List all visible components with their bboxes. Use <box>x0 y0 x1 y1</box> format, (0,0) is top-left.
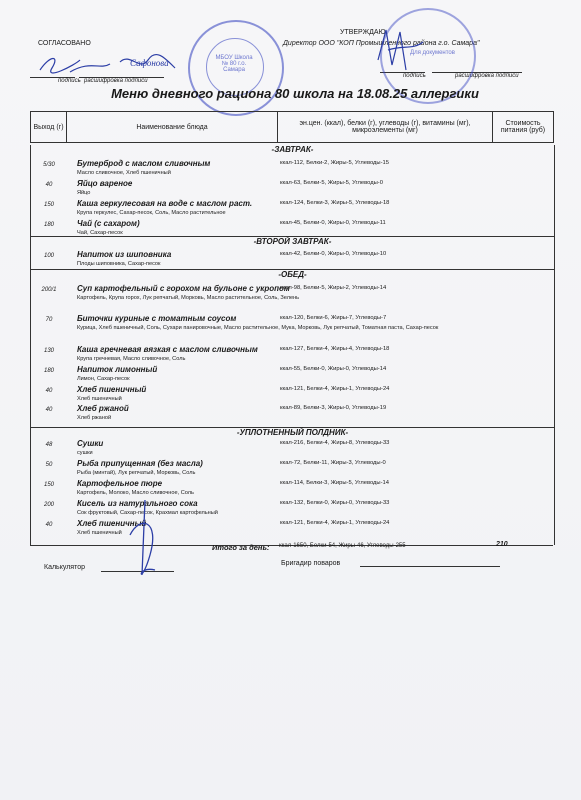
row-nutrition: ккал-132, Белки-0, Жиры-0, Углеводы-33 <box>280 500 390 506</box>
row-composition: Картофель, Молоко, Масло сливочное, Соль <box>77 490 194 496</box>
row-nutrition: ккал-121, Белки-4, Жиры-1, Углеводы-24 <box>280 386 390 392</box>
row-nutrition: ккал-112, Белки-2, Жиры-5, Углеводы-15 <box>280 160 389 166</box>
row-dish-name: Рыба припущенная (без масла) <box>77 459 203 468</box>
row-yield: 100 <box>43 253 54 259</box>
cook-label: Бригадир поваров <box>281 560 341 567</box>
row-yield: 150 <box>43 482 54 488</box>
row-dish-name: Бутерброд с маслом сливочным <box>77 159 211 168</box>
section-title: -ОБЕД- <box>278 270 307 279</box>
total-nutrition: ккал-1650, Белки-54, Жиры-46, Углеводы-255 <box>279 543 406 549</box>
row-dish-name: Каша гречневая вязкая с маслом сливочным <box>77 345 258 354</box>
row-dish-name: Яйцо вареное <box>77 179 133 188</box>
row-composition: Чай, Сахар-песок <box>77 230 123 236</box>
row-yield: 40 <box>45 388 53 394</box>
row-dish-name: Напиток из шиповника <box>77 250 172 259</box>
row-nutrition: ккал-63, Белки-5, Жиры-5, Углеводы-0 <box>280 180 383 186</box>
row-yield: 50 <box>45 462 53 468</box>
left-signatures <box>30 50 180 80</box>
row-dish-name: Напиток лимонный <box>77 365 158 374</box>
menu-rows <box>30 145 555 545</box>
row-dish-name: Чай (с сахаром) <box>77 219 140 228</box>
row-composition: Яйцо <box>77 190 91 196</box>
row-composition: сушки <box>77 450 93 456</box>
stamp-text: МБОУ Школа № 80 г.о. Самара <box>215 55 253 73</box>
row-dish-name: Кисель из натурального сока <box>77 499 198 508</box>
row-dish-name: Биточки куриные с томатным соусом <box>77 314 237 323</box>
row-dish-name: Суп картофельный с горохом на бульоне с укропом <box>77 284 290 293</box>
row-nutrition: ккал-216, Белки-4, Жиры-8, Углеводы-33 <box>280 440 390 446</box>
row-nutrition: ккал-55, Белки-0, Жиры-0, Углеводы-14 <box>280 366 387 372</box>
row-dish-name: Хлеб пшеничный <box>77 385 147 394</box>
col-name: Наименование блюда <box>67 112 278 143</box>
row-nutrition: ккал-42, Белки-0, Жиры-0, Углеводы-10 <box>280 251 387 257</box>
row-yield: 70 <box>45 317 53 323</box>
col-nutrition: эн.цен. (ккал), белки (г), углеводы (г), витамины (мг), микроэлементы (мг) <box>278 112 493 143</box>
director-stamp-text: Для документов <box>410 50 455 56</box>
row-yield: 40 <box>45 407 53 413</box>
calculator-signature <box>120 495 170 580</box>
row-yield: 5/30 <box>43 162 55 168</box>
row-dish-name: Хлеб ржаной <box>77 404 129 413</box>
row-yield: 48 <box>45 442 53 448</box>
calculator-label: Калькулятор <box>44 564 85 571</box>
row-composition: Хлеб пшеничный <box>77 530 122 536</box>
row-yield: 130 <box>43 348 54 354</box>
row-dish-name: Сушки <box>77 439 104 448</box>
row-nutrition: ккал-124, Белки-3, Жиры-5, Углеводы-18 <box>280 200 390 206</box>
row-nutrition: ккал-120, Белки-6, Жиры-7, Углеводы-7 <box>280 315 387 321</box>
row-composition: Плоды шиповника, Сахар-песок <box>77 261 161 267</box>
row-nutrition: ккал-98, Белки-5, Жиры-2, Углеводы-14 <box>280 285 387 291</box>
col-yield: Выход (г) <box>31 112 67 143</box>
row-nutrition: ккал-45, Белки-0, Жиры-0, Углеводы-11 <box>280 220 386 226</box>
row-composition: Рыба (минтай), Лук репчатый, Морковь, Соль <box>77 470 196 476</box>
right-decode-caption: расшифровка подписи <box>455 73 519 79</box>
row-yield: 200 <box>43 502 54 508</box>
right-sign-caption: подпись <box>403 73 426 79</box>
row-nutrition: ккал-72, Белки-11, Жиры-3, Углеводы-0 <box>280 460 386 466</box>
total-cost: 210 <box>496 541 508 548</box>
cook-line <box>360 566 500 567</box>
row-composition: Лимон, Сахар-песок <box>77 376 130 382</box>
approved-label: СОГЛАСОВАНО <box>38 40 91 47</box>
row-yield: 180 <box>43 222 54 228</box>
section-title: -УПЛОТНЕННЫЙ ПОЛДНИК- <box>236 428 349 437</box>
row-composition: Масло сливочное, Хлеб пшеничный <box>77 170 171 176</box>
page-title: Меню дневного рациона 80 школа на 18.08.25 аллергики <box>111 86 479 101</box>
left-sign-caption: подпись <box>58 78 81 84</box>
row-composition: Крупа гречневая, Масло сливочное, Соль <box>77 356 186 362</box>
row-yield: 150 <box>43 202 54 208</box>
total-label: Итого за день: <box>212 543 270 552</box>
row-nutrition: ккал-127, Белки-4, Жиры-4, Углеводы-18 <box>280 346 390 352</box>
row-composition: Хлеб пшеничный <box>77 396 122 402</box>
row-composition: Крупа геркулес, Сахар-песок, Соль, Масло растительное <box>77 210 226 216</box>
svg-text:Сафонова: Сафонова <box>130 58 169 68</box>
approve-label: УТВЕРЖДАЮ <box>340 29 386 36</box>
row-yield: 200/1 <box>41 287 57 293</box>
row-dish-name: Каша геркулесовая на воде с маслом раст. <box>77 199 253 208</box>
row-nutrition: ккал-89, Белки-3, Жиры-0, Углеводы-19 <box>280 405 387 411</box>
row-composition: Картофель, Крупа горох, Лук репчатый, Морковь, Масло растительное, Соль, Зелень <box>77 295 300 301</box>
row-dish-name: Картофельное пюре <box>77 479 163 488</box>
row-yield: 40 <box>45 182 53 188</box>
left-decode-caption: расшифровка подписи <box>84 78 148 84</box>
row-composition: Курица, Хлеб пшеничный, Соль, Сухари панировочные, Масло растительное, Мука, Морковь, Лук репчатый, Томатная паста, Сахар-песок <box>77 325 439 331</box>
row-nutrition: ккал-121, Белки-4, Жиры-1, Углеводы-24 <box>280 520 390 526</box>
section-title: -ВТОРОЙ ЗАВТРАК- <box>253 237 332 246</box>
col-cost: Стоимость питания (руб) <box>493 112 554 143</box>
row-composition: Сок фруктовый, Сахар-песок, Крахмал картофельный <box>77 510 218 516</box>
director-signature <box>368 20 428 80</box>
row-nutrition: ккал-114, Белки-3, Жиры-5, Углеводы-14 <box>280 480 389 486</box>
director-line: Директор ООО "КОП Промышленного района г.о. Самара" <box>283 40 480 47</box>
row-composition: Хлеб ржаной <box>77 415 112 421</box>
row-dish-name: Хлеб пшеничный <box>77 519 147 528</box>
row-yield: 40 <box>45 522 53 528</box>
row-yield: 180 <box>43 368 54 374</box>
menu-table-header <box>30 111 554 143</box>
section-title: -ЗАВТРАК- <box>271 145 314 154</box>
